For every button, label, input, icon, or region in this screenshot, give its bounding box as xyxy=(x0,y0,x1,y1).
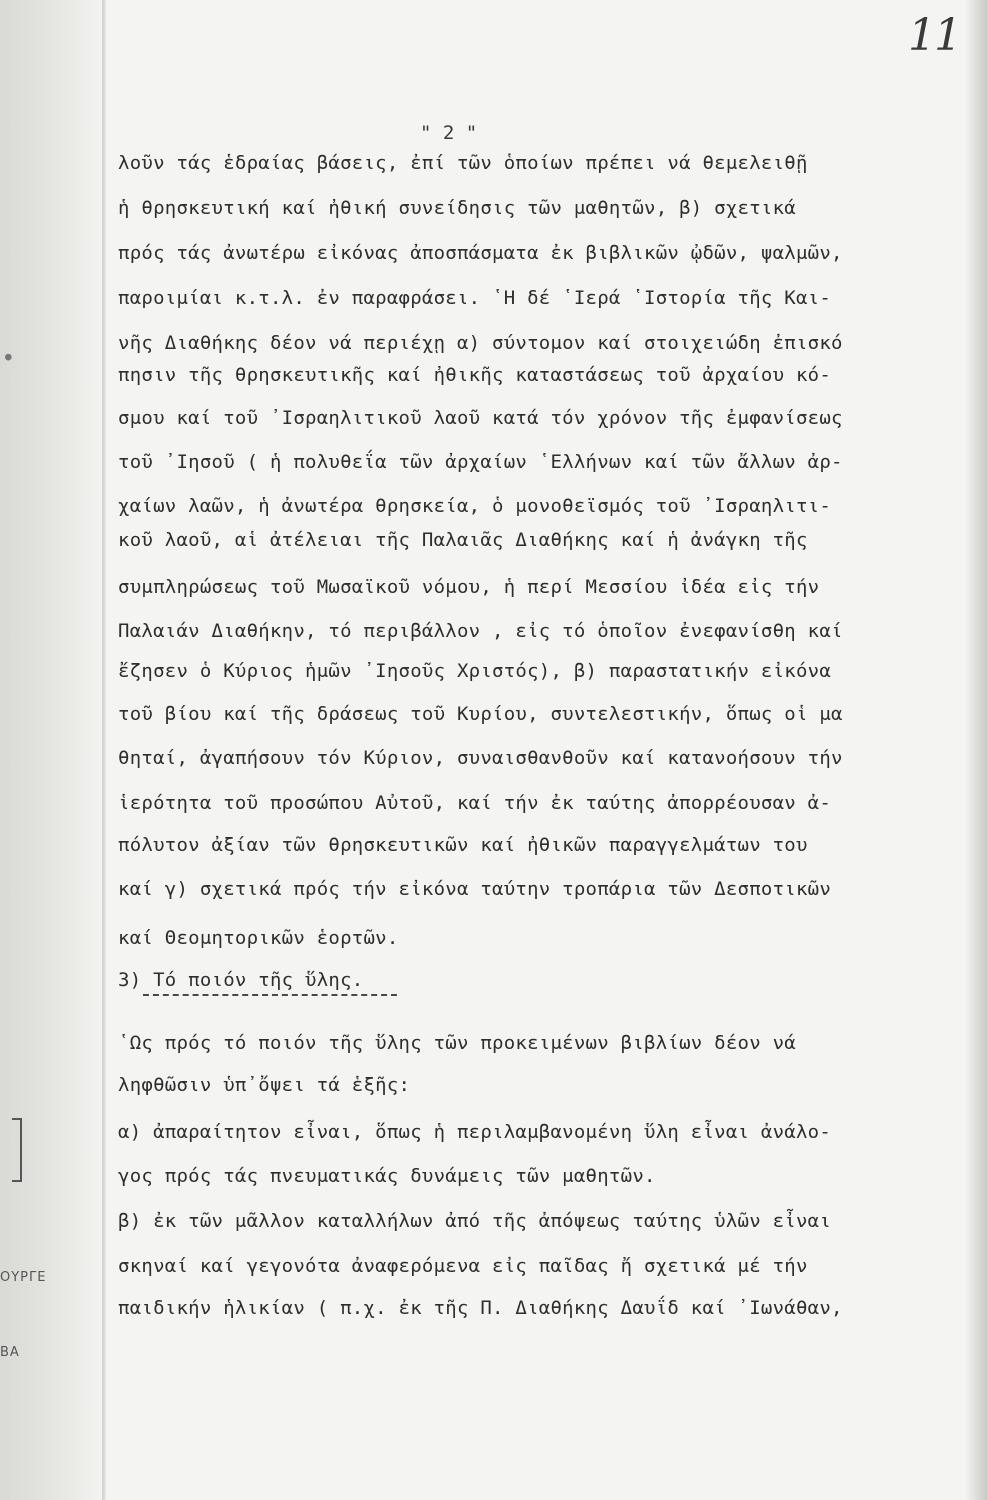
body-line: καί Θεομητορικῶν ἑορτῶν. xyxy=(118,927,399,949)
page-number: " 2 " xyxy=(420,122,478,144)
section-line: γος πρός τάς πνευματικάς δυνάμεις τῶν μαθητῶν. xyxy=(118,1165,656,1187)
section-line: ληφθῶσιν ὑπ᾽ὄψει τά ἑξῆς: xyxy=(118,1074,411,1096)
body-line: χαίων λαῶν, ἡ ἀνωτέρα θρησκεία, ὁ μονοθεϊσμός τοῦ ᾽Ισραηλιτι- xyxy=(118,495,832,517)
section-line: α) ἀπαραίτητον εἶναι, ὅπως ἡ περιλαμβανομένη ὕλη εἶναι ἀνάλο- xyxy=(118,1121,832,1143)
body-line: σμου καί τοῦ ᾽Ισραηλιτικοῦ λαοῦ κατά τόν χρόνον τῆς ἐμφανίσεως xyxy=(118,407,843,429)
section-line: σκηναί καί γεγονότα ἀναφερόμενα εἰς παῖδας ἤ σχετικά μέ τήν xyxy=(118,1255,808,1277)
margin-bracket xyxy=(12,1118,22,1182)
body-line: κοῦ λαοῦ, αἱ ἀτέλειαι τῆς Παλαιᾶς Διαθήκης καί ἡ ἀνάγκη τῆς xyxy=(118,529,808,551)
body-line: ἔζησεν ὁ Κύριος ἡμῶν ᾽Ιησοῦς Χριστός), β) παραστατικήν εἰκόνα xyxy=(118,660,832,682)
body-line: συμπληρώσεως τοῦ Μωσαϊκοῦ νόμου, ἡ περί Μεσσίου ἰδέα εἰς τήν xyxy=(118,576,820,598)
spine-text-fragment: ΒΑ xyxy=(0,1345,20,1360)
body-line: καί γ) σχετικά πρός τήν εἰκόνα ταύτην τροπάρια τῶν Δεσποτικῶν xyxy=(118,878,832,900)
body-line: πόλυτον ἀξίαν τῶν θρησκευτικῶν καί ἠθικῶν παραγγελμάτων του xyxy=(118,834,808,856)
page-edge-shadow xyxy=(965,0,987,1500)
spine-text-fragment: ΟΥΡΓΕ xyxy=(0,1270,47,1285)
section-line: ῾Ως πρός τό ποιόν τῆς ὕλης τῶν προκειμένων βιβλίων δέον νά xyxy=(118,1032,796,1054)
body-line: παροιμίαι κ.τ.λ. ἐν παραφράσει. ῾Η δέ ῾Ιερά ῾Ιστορία τῆς Και- xyxy=(118,287,832,309)
section-line: παιδικήν ἡλικίαν ( π.χ. ἐκ τῆς Π. Διαθήκης Δαυΐδ καί ᾽Ιωνάθαν, xyxy=(118,1297,843,1319)
body-line: Παλαιάν Διαθήκην, τό περιβάλλον , εἰς τό ὁποῖον ἐνεφανίσθη καί xyxy=(118,620,843,642)
body-line: ἡ θρησκευτική καί ἠθική συνείδησις τῶν μαθητῶν, β) σχετικά xyxy=(118,197,796,219)
body-line: τοῦ βίου καί τῆς δράσεως τοῦ Κυρίου, συντελεστικήν, ὅπως οἱ μα xyxy=(118,703,843,725)
margin-dot: ● xyxy=(5,350,12,363)
body-line: πησιν τῆς θρησκευτικῆς καί ἠθικῆς καταστάσεως τοῦ ἀρχαίου κό- xyxy=(118,364,832,386)
body-line: νῆς Διαθήκης δέον νά περιέχῃ α) σύντομον καί στοιχειώδη ἐπισκό xyxy=(118,332,843,354)
section-heading: 3) Τό ποιόν τῆς ὕλης. xyxy=(118,969,364,991)
body-line: λοῦν τάς ἑδραίας βάσεις, ἐπί τῶν ὁποίων πρέπει νά θεμελειθῇ xyxy=(118,152,808,174)
binding-edge xyxy=(102,0,106,1500)
section-line: β) ἐκ τῶν μᾶλλον καταλλήλων ἀπό τῆς ἀπόψεως ταύτης ὑλῶν εἶναι xyxy=(118,1210,832,1232)
heading-underline xyxy=(143,994,397,996)
handwritten-folio-number: 11 xyxy=(908,10,960,61)
body-line: ἱερότητα τοῦ προσώπου Αὐτοῦ, καί τήν ἐκ ταύτης ἀπορρέουσαν ἀ- xyxy=(118,792,832,814)
body-line: πρός τάς ἀνωτέρω εἰκόνας ἀποσπάσματα ἐκ βιβλικῶν ᾠδῶν, ψαλμῶν, xyxy=(118,242,843,264)
body-line: τοῦ ᾽Ιησοῦ ( ἡ πολυθεΐα τῶν ἀρχαίων ῾Ελλήνων καί τῶν ἄλλων ἀρ- xyxy=(118,451,843,473)
body-line: θηταί, ἀγαπήσουν τόν Κύριον, συναισθανθοῦν καί κατανοήσουν τήν xyxy=(118,747,843,769)
